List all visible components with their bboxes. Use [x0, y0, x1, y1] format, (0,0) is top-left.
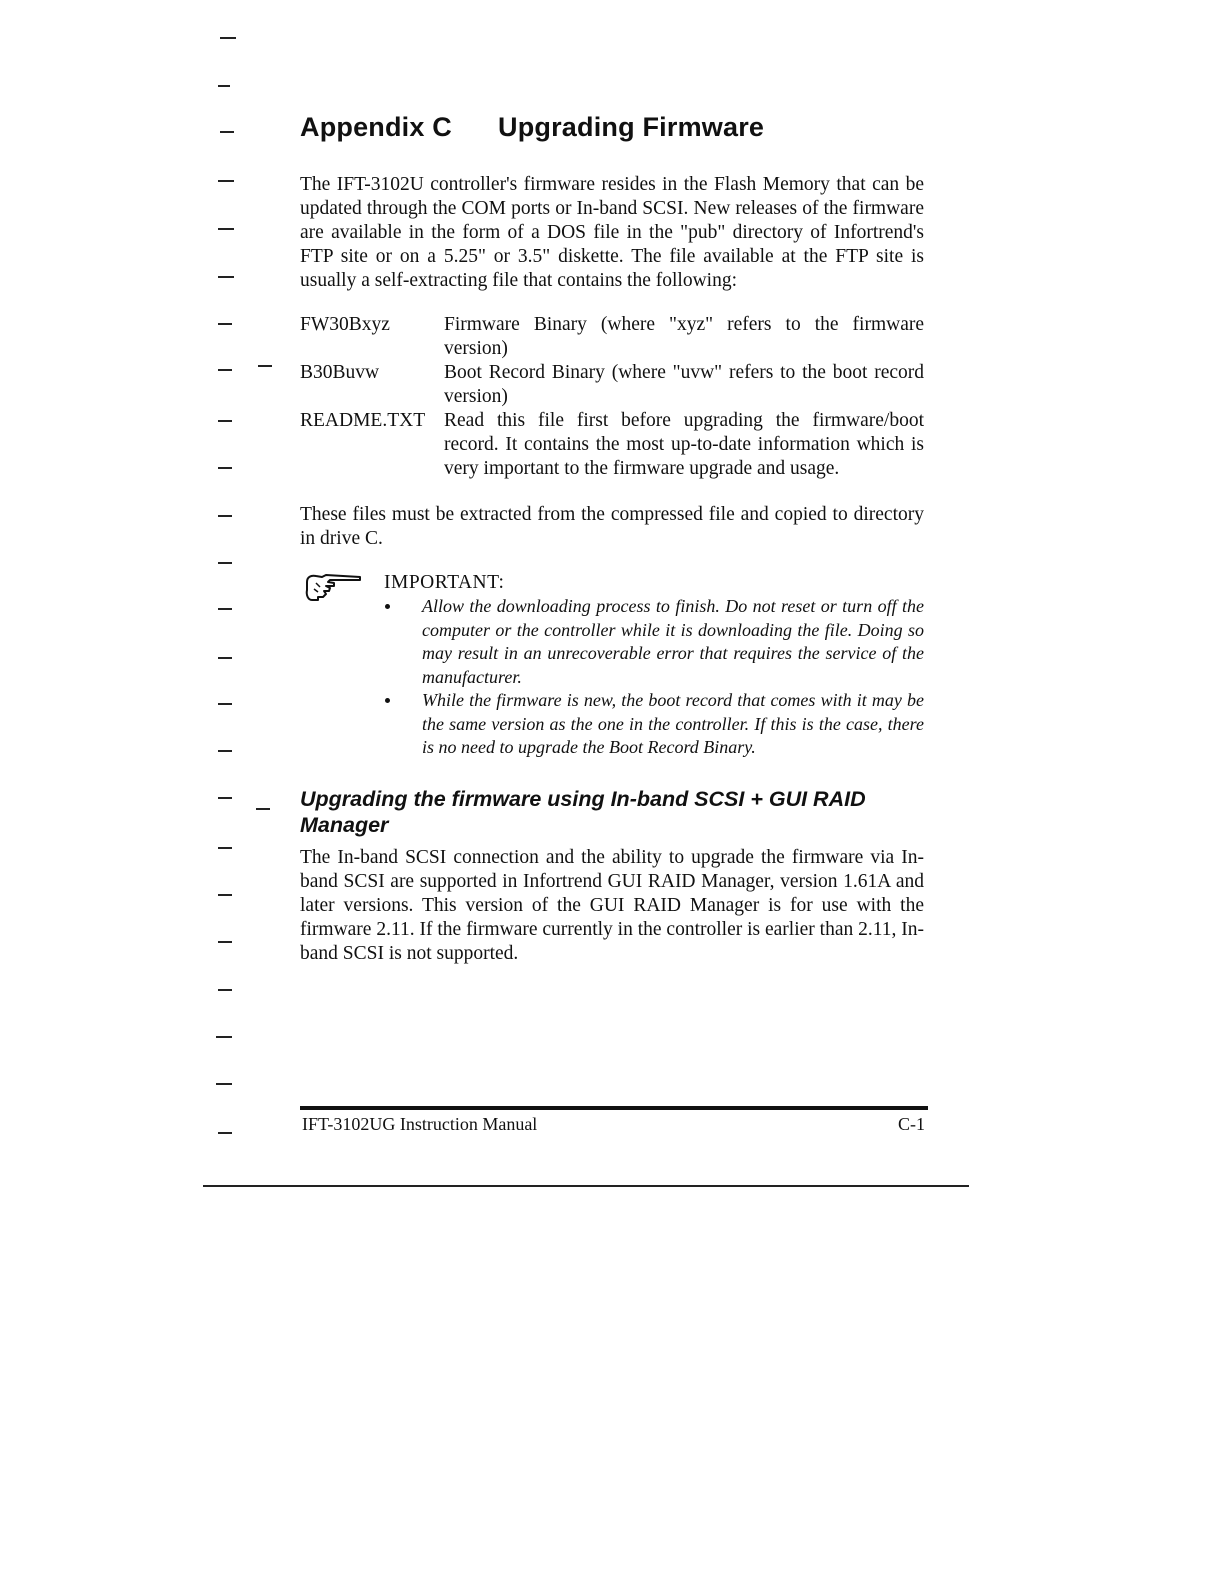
footer-manual-name: IFT-3102UG Instruction Manual — [302, 1114, 538, 1134]
margin-mark — [216, 1036, 232, 1038]
margin-mark — [218, 1132, 232, 1134]
margin-mark — [256, 808, 270, 810]
important-heading: IMPORTANT: — [384, 572, 505, 593]
margin-mark — [218, 369, 232, 371]
list-item — [422, 595, 924, 689]
file-name: B30Buvw — [300, 362, 380, 383]
margin-mark — [258, 365, 272, 367]
section-paragraph: The In-band SCSI connection and the ability to upgrade the firmware via In-band SCSI are supported in Infortrend GUI RAID Manager, version 1.61A and later versions. This version of the GUI RAID Manager is for use with the firmware 2.11. If the firmware currently in the controller is earlier than 2.11, In-band SCSI is not supported. — [300, 846, 924, 964]
margin-mark — [218, 85, 230, 87]
margin-mark — [218, 562, 232, 564]
margin-mark — [218, 797, 232, 799]
margin-mark — [218, 420, 232, 422]
file-row — [300, 361, 924, 409]
margin-mark — [216, 1083, 232, 1085]
margin-mark — [220, 131, 234, 133]
intro-paragraph: The IFT-3102U controller's firmware resides in the Flash Memory that can be updated through the COM ports or In-band SCSI. New releases of the firmware are available in the form of a DOS file in the "pub" directory of Infortrend's FTP site or on a 5.25" or 3.5" diskette. The file available at the FTP site is usually a self-extracting file that contains the following: — [300, 174, 924, 291]
appendix-title: Upgrading Firmware — [498, 112, 765, 142]
margin-mark — [218, 703, 232, 705]
bullet-text: While the firmware is new, the boot record that comes with it may be the same version as the one in the controller. If this is the case, there is no need to upgrade the Boot Record Binary. — [422, 690, 924, 757]
margin-mark — [218, 515, 232, 517]
margin-mark — [218, 228, 234, 230]
bullet-icon — [385, 604, 390, 609]
important-bullets — [300, 595, 924, 760]
margin-mark — [218, 847, 232, 849]
margin-mark — [218, 276, 234, 278]
section-title: Upgrading the firmware using In-band SCSI + GUI RAID Manager — [300, 786, 866, 837]
file-row — [300, 409, 924, 481]
file-row — [300, 313, 924, 361]
appendix-label: Appendix C — [300, 112, 453, 142]
footer-page-number: C-1 — [898, 1114, 925, 1134]
margin-mark — [218, 467, 232, 469]
file-name: FW30Bxyz — [300, 314, 390, 335]
bullet-text: Allow the downloading process to finish. Do not reset or turn off the computer or the controller while it is downloading the file. Doing so may result in an unrecoverable error that requires the service of the manufacturer. — [422, 596, 924, 687]
page-title — [300, 112, 924, 143]
margin-mark — [218, 894, 232, 896]
page-bottom-rule — [203, 1185, 969, 1187]
file-list — [300, 313, 924, 481]
margin-mark — [220, 37, 236, 39]
margin-mark — [218, 608, 232, 610]
file-description: Read this file first before upgrading the firmware/boot record. It contains the most up-to-date information which is very important to the firmware upgrade and usage. — [444, 410, 924, 479]
margin-mark — [218, 323, 232, 325]
important-note — [300, 571, 924, 760]
footer-rule — [300, 1106, 928, 1110]
margin-mark — [218, 180, 234, 182]
file-description: Firmware Binary (where "xyz" refers to the firmware version) — [444, 314, 924, 359]
margin-mark — [218, 989, 232, 991]
bullet-icon — [385, 698, 390, 703]
pointing-hand-icon — [304, 573, 362, 603]
list-item — [422, 689, 924, 760]
margin-mark — [218, 750, 232, 752]
margin-mark — [218, 657, 232, 659]
margin-mark — [218, 941, 232, 943]
extract-paragraph: These files must be extracted from the compressed file and copied to directory in drive C. — [300, 504, 924, 549]
file-description: Boot Record Binary (where "uvw" refers to the boot record version) — [444, 362, 924, 407]
document-page — [300, 112, 924, 986]
file-name: README.TXT — [300, 410, 426, 431]
